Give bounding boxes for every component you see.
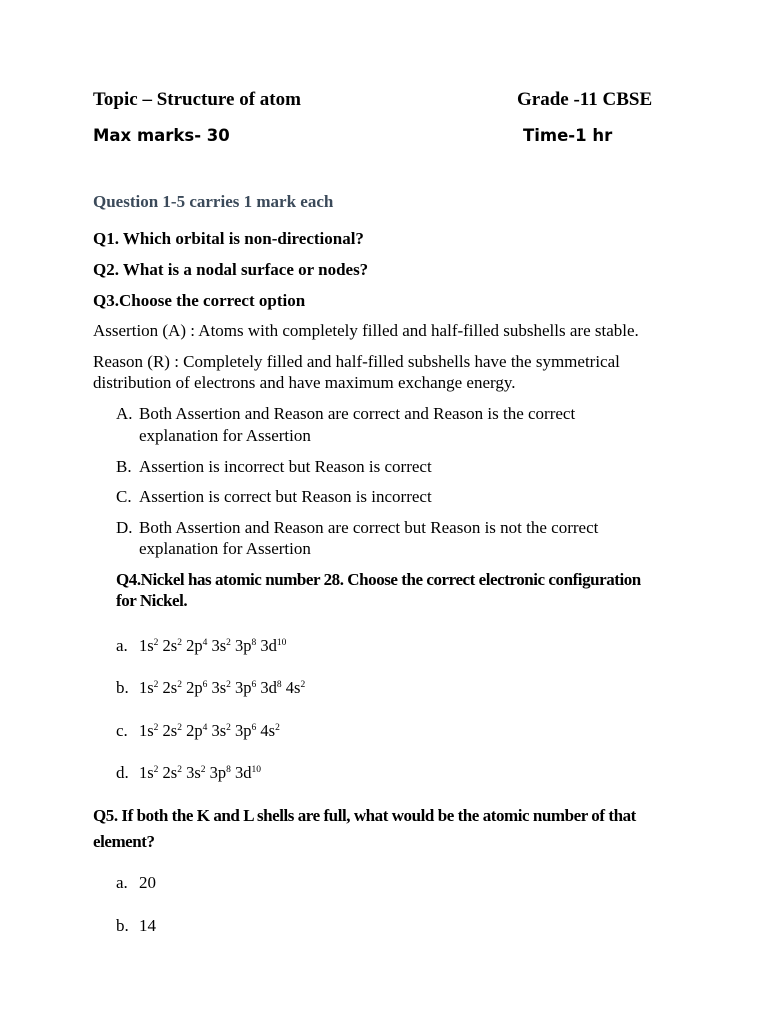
option-letter: c. (116, 721, 128, 740)
electron-count: 4 (202, 722, 208, 733)
question-4-line2: for Nickel. (116, 591, 188, 610)
option-letter: C. (116, 487, 132, 506)
question-1: Q1. Which orbital is non-directional? (93, 229, 364, 248)
option-letter: b. (116, 678, 129, 697)
electron-count: 2 (177, 679, 182, 690)
orbital-term: $3p^6$ (235, 721, 257, 740)
electron-count: 2 (177, 637, 182, 648)
orbital-term: $1s^2$ (139, 763, 159, 782)
orbital-term: $2s^2$ (162, 636, 182, 655)
electron-count: 2 (226, 722, 231, 733)
electron-count: 8 (226, 764, 231, 775)
orbital-term: $4s^2$ (260, 721, 280, 740)
orbital-term: $3s^2$ (211, 636, 231, 655)
option-text-line1: Both Assertion and Reason are correct and Reason is the correct (139, 404, 576, 423)
electron-count: 8 (276, 679, 282, 690)
time-limit: Time-1 hr (523, 126, 613, 145)
electron-count: 6 (251, 722, 257, 733)
electron-count: 2 (226, 679, 231, 690)
orbital-term: $3d^{10}$ (235, 763, 262, 782)
electron-configuration (139, 636, 286, 656)
orbital-term: $3s^2$ (211, 678, 231, 697)
electron-count: 6 (251, 679, 257, 690)
option-text-line1: Assertion is incorrect but Reason is correct (139, 457, 432, 476)
option-text: 20 (139, 873, 156, 892)
orbital-term: $2s^2$ (162, 721, 182, 740)
electron-configuration (139, 763, 261, 783)
orbital-term: $2s^2$ (162, 678, 182, 697)
option-letter: B. (116, 457, 132, 476)
orbital-term: $3p^6$ (235, 678, 257, 697)
grade-heading: Grade -11 CBSE (517, 89, 653, 110)
option-letter: a. (116, 873, 128, 892)
option-letter: b. (116, 916, 129, 935)
electron-count: 2 (226, 637, 231, 648)
electron-count: 2 (177, 764, 182, 775)
electron-count: 2 (153, 764, 159, 775)
electron-count: 6 (202, 679, 208, 690)
orbital-term: $3p^8$ (235, 636, 257, 655)
orbital-term: $3s^2$ (186, 763, 206, 782)
topic-heading: Topic – Structure of atom (93, 89, 301, 110)
electron-configuration (139, 678, 305, 698)
electron-count: 2 (200, 764, 206, 775)
orbital-term: $1s^2$ (139, 636, 159, 655)
orbital-term: $1s^2$ (139, 721, 159, 740)
option-letter: a. (116, 636, 128, 655)
electron-count: 2 (300, 679, 306, 690)
option-letter: d. (116, 763, 129, 782)
electron-count: 2 (177, 722, 182, 733)
option-letter: A. (116, 404, 133, 423)
orbital-term: $4s^2$ (285, 678, 306, 697)
electron-count: 4 (202, 637, 208, 648)
electron-count: 2 (153, 637, 159, 648)
electron-count: 10 (251, 764, 262, 775)
electron-configuration (139, 721, 280, 741)
option-text-line1: Both Assertion and Reason are correct but Reason is not the correct (139, 518, 599, 537)
question-3-title: Q3.Choose the correct option (93, 291, 306, 310)
option-text: 14 (139, 916, 156, 935)
orbital-term: $3d^{10}$ (260, 636, 287, 655)
option-text-line2: explanation for Assertion (139, 539, 311, 558)
orbital-term: $2p^4$ (186, 721, 208, 740)
question-4-line1: Q4.Nickel has atomic number 28. Choose the correct electronic configuration (116, 570, 641, 589)
orbital-term: $2s^2$ (162, 763, 182, 782)
question-5-line2: element? (93, 832, 155, 851)
reason-text-line1: Reason (R) : Completely filled and half-filled subshells have the symmetrical (93, 352, 620, 371)
option-text-line1: Assertion is correct but Reason is incorrect (139, 487, 432, 506)
electron-count: 2 (153, 679, 159, 690)
option-text-line2: explanation for Assertion (139, 426, 311, 445)
orbital-term: $3s^2$ (211, 721, 231, 740)
orbital-term: $3p^8$ (209, 763, 231, 782)
max-marks: Max marks- 30 (93, 126, 230, 145)
section-heading: Question 1-5 carries 1 mark each (93, 192, 334, 211)
electron-count: 2 (275, 722, 280, 733)
electron-count: 2 (153, 722, 159, 733)
question-5-line1: Q5. If both the K and L shells are full, what would be the atomic number of that (93, 806, 636, 825)
option-letter: D. (116, 518, 133, 537)
assertion-text: Assertion (A) : Atoms with completely filled and half-filled subshells are stable. (93, 321, 639, 340)
reason-text-line2: distribution of electrons and have maximum exchange energy. (93, 373, 516, 392)
electron-count: 8 (251, 637, 257, 648)
electron-count: 10 (276, 637, 287, 648)
orbital-term: $2p^6$ (186, 678, 208, 697)
orbital-term: $1s^2$ (139, 678, 159, 697)
orbital-term: $3d^8$ (260, 678, 282, 697)
question-2: Q2. What is a nodal surface or nodes? (93, 260, 369, 279)
orbital-term: $2p^4$ (186, 636, 208, 655)
